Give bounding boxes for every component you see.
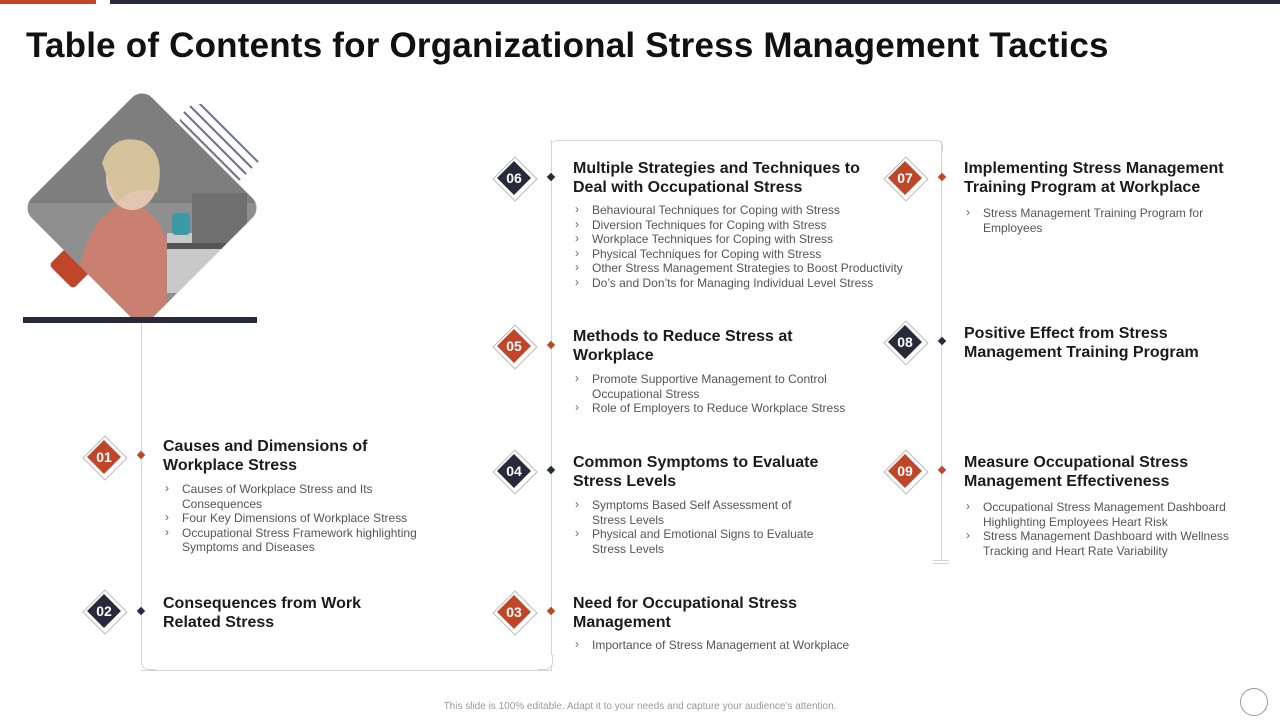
sub-item: › Four Key Dimensions of Workplace Stress (163, 511, 433, 526)
sub-item: › Physical Techniques for Coping with Stress (573, 247, 913, 262)
item-subs-05 (573, 372, 853, 416)
item-title-06[interactable]: Multiple Strategies and Techniques to Deal with Occupational Stress (573, 160, 860, 196)
item-subs-04 (573, 498, 823, 556)
sub-item: › Workplace Techniques for Coping with Stress (573, 232, 913, 247)
item-subs-03 (573, 638, 873, 653)
connector-dot-02 (137, 607, 145, 615)
frame-line-foot-2 (933, 563, 949, 564)
item-subs-07 (964, 206, 1234, 235)
frame-corner-left (141, 655, 156, 670)
sub-item: › Physical and Emotional Signs to Evaluate Stress Levels (573, 527, 823, 556)
sub-item: › Other Stress Management Strategies to Boost Productivity (573, 261, 913, 276)
footer-note: This slide is 100% editable. Adapt it to your needs and capture your audience’s attention. (443, 701, 837, 712)
connector-dot-03 (547, 607, 555, 615)
badge-08: 08 (884, 321, 926, 363)
sub-item: › Occupational Stress Management Dashboard Highlighting Employees Heart Risk (964, 500, 1254, 529)
badge-02: 02 (83, 590, 125, 632)
badge-01: 01 (83, 436, 125, 478)
item-subs-06 (573, 203, 913, 290)
sub-item: › Behavioural Techniques for Coping with Stress (573, 203, 913, 218)
connector-dot-04 (547, 466, 555, 474)
item-subs-09 (964, 500, 1254, 558)
sub-item: › Occupational Stress Framework highlighting Symptoms and Diseases (163, 526, 433, 555)
slide-nav-circle[interactable] (1240, 688, 1268, 716)
item-title-02[interactable]: Consequences from Work Related Stress (163, 595, 361, 631)
sub-item: › Causes of Workplace Stress and Its Consequences (163, 482, 433, 511)
frame-line-bottom (141, 670, 552, 671)
top-dark-bar (110, 0, 1280, 4)
sub-item: › Diversion Techniques for Coping with Stress (573, 218, 913, 233)
item-title-08[interactable]: Positive Effect from Stress Management Training Program (964, 325, 1199, 361)
sub-item: › Stress Management Training Program for Employees (964, 206, 1234, 235)
connector-dot-06 (547, 173, 555, 181)
item-title-09[interactable]: Measure Occupational Stress Management Effectiveness (964, 454, 1189, 490)
sub-item: › Symptoms Based Self Assessment of Stress Levels (573, 498, 823, 527)
item-title-03[interactable]: Need for Occupational Stress Management (573, 595, 798, 631)
connector-dot-07 (938, 173, 946, 181)
item-title-01[interactable]: Causes and Dimensions of Workplace Stress (163, 438, 368, 474)
item-title-04[interactable]: Common Symptoms to Evaluate Stress Levels (573, 454, 819, 490)
frame-line-foot (933, 560, 949, 561)
sub-item: › Stress Management Dashboard with Wellness Tracking and Heart Rate Variability (964, 529, 1254, 558)
sub-item: › Do’s and Don’ts for Managing Individual Level Stress (573, 276, 913, 291)
frame-line-top (551, 140, 943, 151)
item-title-07[interactable]: Implementing Stress Management Training Program at Workplace (964, 160, 1224, 196)
frame-line-mid (551, 140, 552, 671)
connector-dot-01 (137, 451, 145, 459)
badge-03: 03 (493, 591, 535, 633)
badge-04: 04 (493, 450, 535, 492)
badge-07: 07 (884, 157, 926, 199)
sub-item: › Promote Supportive Management to Control Occupational Stress (573, 372, 853, 401)
item-subs-01 (163, 482, 433, 555)
connector-dot-08 (938, 337, 946, 345)
sub-item: › Importance of Stress Management at Workplace (573, 638, 873, 653)
frame-line-right (941, 141, 942, 561)
connector-dot-09 (938, 466, 946, 474)
dark-base-bar (23, 317, 257, 323)
top-accent-bar (0, 0, 96, 4)
connector-dot-05 (547, 341, 555, 349)
badge-06: 06 (493, 157, 535, 199)
badge-09: 09 (884, 450, 926, 492)
page-title: Table of Contents for Organizational Stress Management Tactics (26, 26, 1109, 65)
sub-item: › Role of Employers to Reduce Workplace Stress (573, 401, 853, 416)
badge-05: 05 (493, 325, 535, 367)
item-title-05[interactable]: Methods to Reduce Stress at Workplace (573, 328, 793, 364)
